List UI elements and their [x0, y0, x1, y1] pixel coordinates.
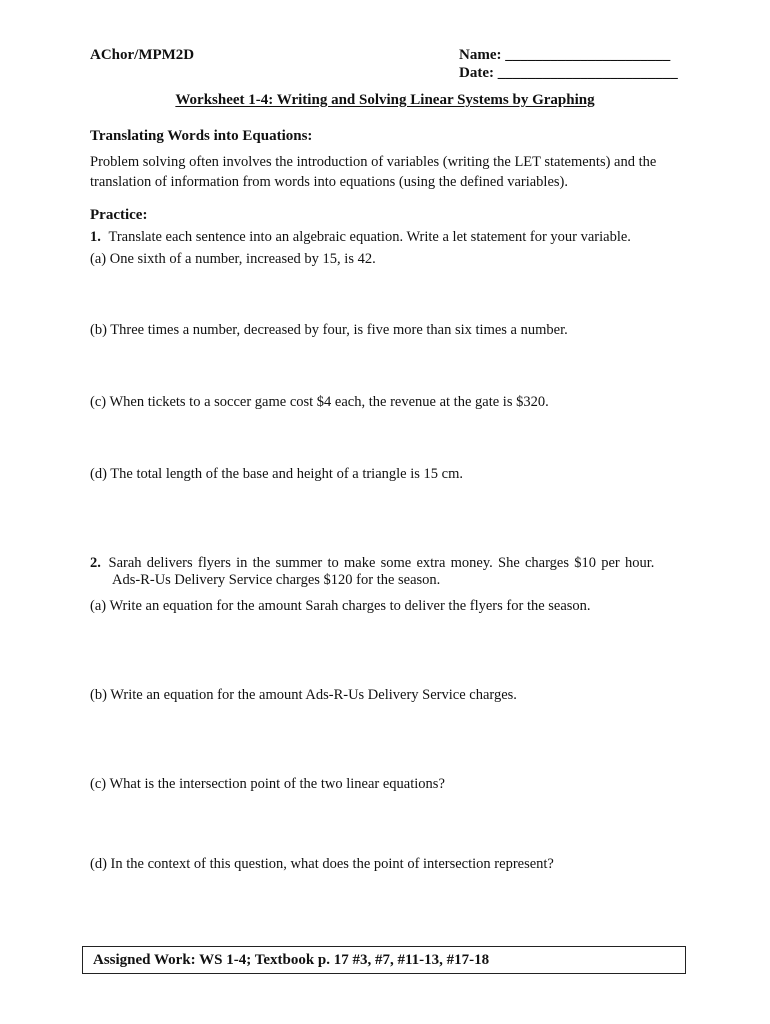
- question-2c: (c) What is the intersection point of the two linear equations?: [90, 776, 445, 792]
- question-2b: (b) Write an equation for the amount Ads-R-Us Delivery Service charges.: [90, 687, 517, 703]
- question-2-text-line-1: Sarah delivers flyers in the summer to make some extra money. She charges $10 per hour.: [108, 555, 655, 571]
- question-1c: (c) When tickets to a soccer game cost $4 each, the revenue at the gate is $320.: [90, 394, 549, 410]
- question-1a: (a) One sixth of a number, increased by 15, is 42.: [90, 251, 376, 267]
- question-2-text-line-2: Ads-R-Us Delivery Service charges $120 for the season.: [112, 572, 441, 588]
- assigned-work-text: Assigned Work: WS 1-4; Textbook p. 17 #3, #7, #11-13, #17-18: [93, 952, 490, 968]
- worksheet-title: Worksheet 1-4: Writing and Solving Linear Systems by Graphing: [175, 92, 595, 108]
- question-1d: (d) The total length of the base and height of a triangle is 15 cm.: [90, 466, 463, 482]
- question-1-number: 1.: [90, 229, 101, 245]
- question-1: [90, 229, 631, 246]
- name-field-label: Name: ______________________: [459, 47, 671, 63]
- question-2a: (a) Write an equation for the amount Sarah charges to deliver the flyers for the season.: [90, 598, 591, 614]
- intro-paragraph-line-2: translation of information from words into equations (using the defined variables).: [90, 174, 568, 190]
- question-2: [90, 555, 654, 572]
- practice-heading: Practice:: [90, 207, 148, 223]
- section-heading-translating: Translating Words into Equations:: [90, 128, 313, 144]
- question-2-number: 2.: [90, 555, 101, 571]
- question-1b: (b) Three times a number, decreased by four, is five more than six times a number.: [90, 322, 568, 338]
- question-1-text: Translate each sentence into an algebraic equation. Write a let statement for your variable.: [108, 229, 631, 245]
- assigned-work-box: [82, 946, 686, 974]
- intro-paragraph-line-1: Problem solving often involves the introduction of variables (writing the LET statements) and the: [90, 154, 657, 170]
- date-field-label: Date: ________________________: [459, 65, 678, 81]
- question-2d: (d) In the context of this question, what does the point of intersection represent?: [90, 856, 554, 872]
- course-code: AChor/MPM2D: [90, 47, 195, 63]
